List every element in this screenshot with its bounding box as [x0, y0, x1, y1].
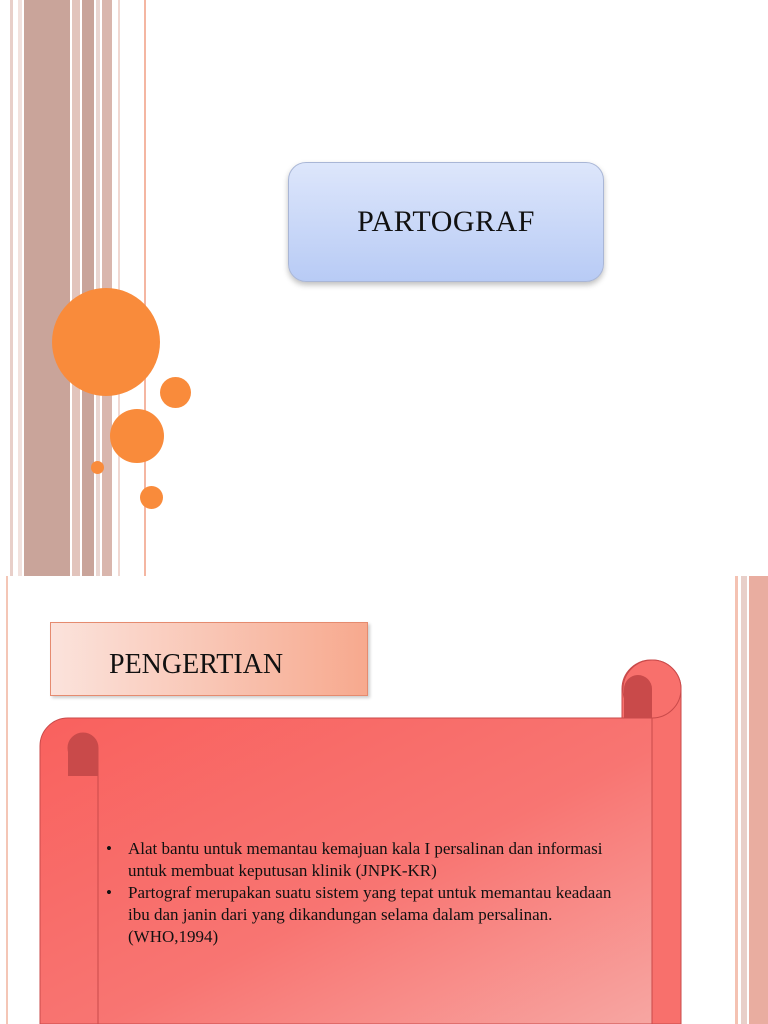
- large-orange-circle: [52, 288, 160, 396]
- tiny-orange-circle: [91, 461, 104, 474]
- definition-list: [104, 838, 624, 948]
- title-box: [288, 162, 604, 282]
- scroll-shape: [0, 576, 768, 1024]
- medium-orange-circle: [110, 409, 164, 463]
- small-orange-circle: [160, 377, 191, 408]
- slide-heading: PENGERTIAN: [109, 649, 284, 680]
- definition-slide: [0, 576, 768, 1024]
- list-item: • Alat bantu untuk memantau kemajuan kala I persalinan dan informasi untuk membuat keputusan klinik (JNPK-KR): [106, 839, 603, 880]
- list-item: • Partograf merupakan suatu sistem yang tepat untuk memantau keadaan ibu dan janin dari yang dikandungan selama dalam persalinan. (WHO,1994): [106, 883, 612, 946]
- small-orange-circle-bottom: [140, 486, 163, 509]
- slide-title: PARTOGRAF: [357, 205, 535, 238]
